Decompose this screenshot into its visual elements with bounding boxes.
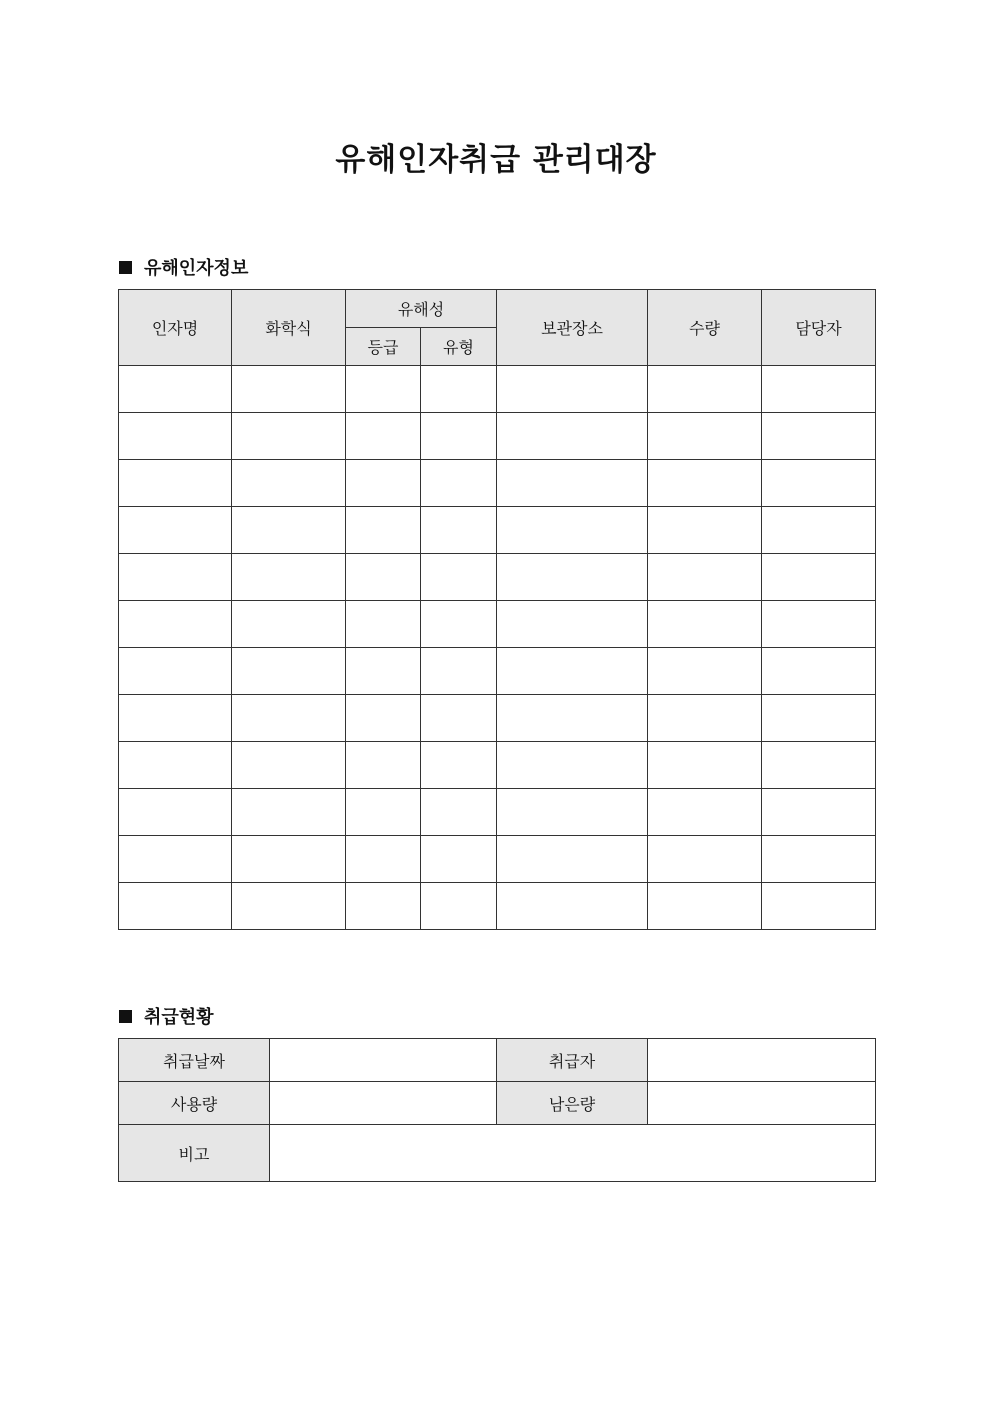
cell-type[interactable]	[421, 413, 497, 460]
cell-manager[interactable]	[762, 507, 876, 554]
cell-quantity[interactable]	[648, 836, 762, 883]
cell-quantity[interactable]	[648, 601, 762, 648]
cell-name[interactable]	[119, 413, 232, 460]
cell-storage[interactable]	[497, 554, 648, 601]
header-name: 인자명	[119, 290, 232, 366]
field-usage[interactable]	[270, 1082, 497, 1125]
field-note[interactable]	[270, 1125, 876, 1182]
table-row	[119, 460, 876, 507]
cell-name[interactable]	[119, 460, 232, 507]
cell-type[interactable]	[421, 507, 497, 554]
cell-name[interactable]	[119, 883, 232, 930]
cell-manager[interactable]	[762, 601, 876, 648]
cell-type[interactable]	[421, 742, 497, 789]
cell-formula[interactable]	[232, 648, 346, 695]
cell-storage[interactable]	[497, 366, 648, 413]
cell-type[interactable]	[421, 601, 497, 648]
cell-manager[interactable]	[762, 554, 876, 601]
cell-manager[interactable]	[762, 836, 876, 883]
label-usage: 사용량	[119, 1082, 270, 1125]
cell-formula[interactable]	[232, 742, 346, 789]
cell-manager[interactable]	[762, 366, 876, 413]
table-row	[119, 554, 876, 601]
header-storage: 보관장소	[497, 290, 648, 366]
table-row	[119, 366, 876, 413]
cell-formula[interactable]	[232, 366, 346, 413]
cell-storage[interactable]	[497, 789, 648, 836]
square-bullet-icon	[119, 1010, 132, 1023]
cell-storage[interactable]	[497, 507, 648, 554]
cell-manager[interactable]	[762, 695, 876, 742]
label-note: 비고	[119, 1125, 270, 1182]
table-row	[119, 883, 876, 930]
cell-storage[interactable]	[497, 883, 648, 930]
field-remaining[interactable]	[648, 1082, 876, 1125]
cell-formula[interactable]	[232, 789, 346, 836]
cell-manager[interactable]	[762, 883, 876, 930]
cell-quantity[interactable]	[648, 366, 762, 413]
label-remaining: 남은량	[497, 1082, 648, 1125]
cell-name[interactable]	[119, 507, 232, 554]
table-row	[119, 507, 876, 554]
table-row	[119, 836, 876, 883]
header-grade: 등급	[346, 328, 421, 366]
cell-formula[interactable]	[232, 413, 346, 460]
cell-quantity[interactable]	[648, 413, 762, 460]
cell-formula[interactable]	[232, 883, 346, 930]
cell-manager[interactable]	[762, 648, 876, 695]
cell-grade[interactable]	[346, 836, 421, 883]
cell-grade[interactable]	[346, 883, 421, 930]
cell-grade[interactable]	[346, 742, 421, 789]
header-quantity: 수량	[648, 290, 762, 366]
cell-storage[interactable]	[497, 460, 648, 507]
cell-name[interactable]	[119, 695, 232, 742]
cell-grade[interactable]	[346, 648, 421, 695]
header-hazard: 유해성	[346, 290, 497, 328]
cell-name[interactable]	[119, 836, 232, 883]
cell-quantity[interactable]	[648, 742, 762, 789]
cell-storage[interactable]	[497, 695, 648, 742]
cell-formula[interactable]	[232, 507, 346, 554]
section-heading-label: 유해인자정보	[144, 258, 249, 279]
cell-name[interactable]	[119, 789, 232, 836]
cell-type[interactable]	[421, 883, 497, 930]
table-row	[119, 601, 876, 648]
table-row	[119, 648, 876, 695]
cell-storage[interactable]	[497, 836, 648, 883]
cell-storage[interactable]	[497, 601, 648, 648]
header-manager: 담당자	[762, 290, 876, 366]
label-handler: 취급자	[497, 1039, 648, 1082]
cell-storage[interactable]	[497, 413, 648, 460]
square-bullet-icon	[119, 261, 132, 274]
cell-formula[interactable]	[232, 695, 346, 742]
cell-quantity[interactable]	[648, 789, 762, 836]
cell-type[interactable]	[421, 554, 497, 601]
cell-type[interactable]	[421, 460, 497, 507]
cell-name[interactable]	[119, 601, 232, 648]
cell-manager[interactable]	[762, 460, 876, 507]
label-date: 취급날짜	[119, 1039, 270, 1082]
cell-manager[interactable]	[762, 413, 876, 460]
table-row	[119, 789, 876, 836]
cell-quantity[interactable]	[648, 507, 762, 554]
section-heading-label: 취급현황	[144, 1007, 214, 1028]
cell-grade[interactable]	[346, 460, 421, 507]
header-formula: 화학식	[232, 290, 346, 366]
cell-name[interactable]	[119, 742, 232, 789]
cell-type[interactable]	[421, 789, 497, 836]
hazard-info-table	[118, 289, 876, 930]
cell-grade[interactable]	[346, 413, 421, 460]
field-date[interactable]	[270, 1039, 497, 1082]
cell-grade[interactable]	[346, 789, 421, 836]
header-type: 유형	[421, 328, 497, 366]
cell-type[interactable]	[421, 836, 497, 883]
section-heading-hazard-info	[119, 254, 248, 280]
cell-name[interactable]	[119, 648, 232, 695]
table-row	[119, 413, 876, 460]
cell-formula[interactable]	[232, 460, 346, 507]
cell-grade[interactable]	[346, 366, 421, 413]
table-row	[119, 695, 876, 742]
cell-quantity[interactable]	[648, 695, 762, 742]
cell-quantity[interactable]	[648, 460, 762, 507]
handling-status-table	[118, 1038, 876, 1182]
cell-formula[interactable]	[232, 836, 346, 883]
cell-quantity[interactable]	[648, 554, 762, 601]
cell-type[interactable]	[421, 366, 497, 413]
cell-name[interactable]	[119, 366, 232, 413]
cell-formula[interactable]	[232, 601, 346, 648]
cell-grade[interactable]	[346, 695, 421, 742]
field-handler[interactable]	[648, 1039, 876, 1082]
table-row	[119, 742, 876, 789]
cell-storage[interactable]	[497, 648, 648, 695]
cell-grade[interactable]	[346, 554, 421, 601]
cell-storage[interactable]	[497, 742, 648, 789]
cell-type[interactable]	[421, 695, 497, 742]
section-heading-handling-status	[119, 1003, 214, 1029]
cell-formula[interactable]	[232, 554, 346, 601]
cell-manager[interactable]	[762, 742, 876, 789]
cell-grade[interactable]	[346, 601, 421, 648]
cell-name[interactable]	[119, 554, 232, 601]
cell-quantity[interactable]	[648, 648, 762, 695]
cell-type[interactable]	[421, 648, 497, 695]
cell-grade[interactable]	[346, 507, 421, 554]
page-title: 유해인자취급 관리대장	[335, 142, 657, 178]
cell-quantity[interactable]	[648, 883, 762, 930]
cell-manager[interactable]	[762, 789, 876, 836]
